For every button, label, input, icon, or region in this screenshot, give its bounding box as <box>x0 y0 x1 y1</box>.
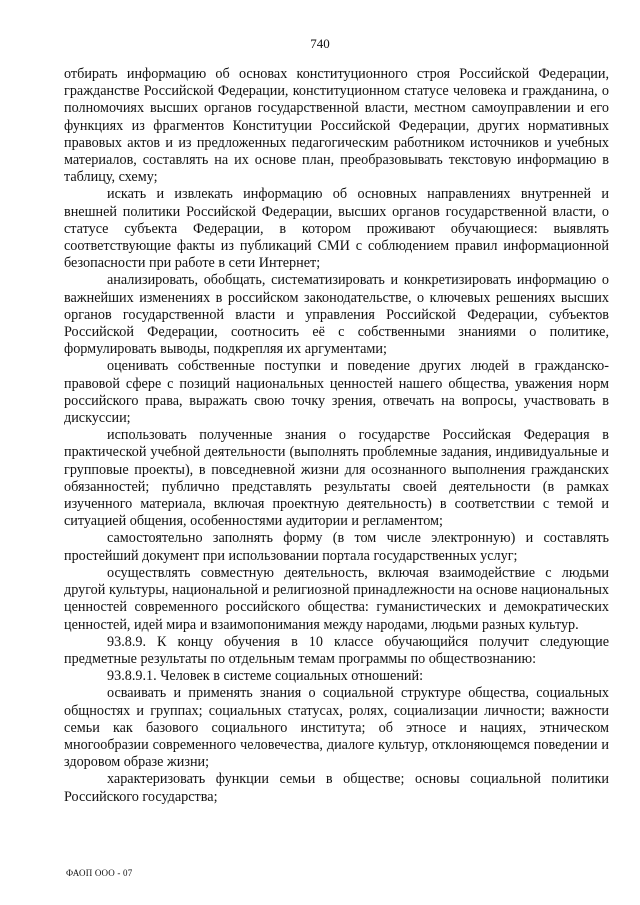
paragraph: 93.8.9. К концу обучения в 10 классе обучающийся получит следующие предметные результаты по отдельным темам программы по обществознанию: <box>64 633 609 667</box>
page-number: 740 <box>310 36 330 51</box>
paragraph: осваивать и применять знания о социальной структуре общества, социальных общностях и группах; социальных статусах, ролях, социализации личности; важности семьи как базового социального института; об этносе и нациях, этническом многообразии современного человечества, диалоге культур, отклоняющемся поведении и здоровом образе жизни; <box>64 685 609 771</box>
footer-label: ФАОП ООО - 07 <box>66 868 133 878</box>
paragraph: отбирать информацию об основах конституционного строя Российской Федерации, гражданстве Российской Федерации, конституционном статусе человека и гражданина, о полномочиях высших органов государственной власти, местном самоуправлении и его функциях из фрагментов Конституции Российской Федерации, других нормативных правовых актов и из предложенных педагогическим работником источников и учебных материалов, составлять на их основе план, преобразовывать текстовую информацию в таблицу, схему; <box>64 66 609 186</box>
paragraph: искать и извлекать информацию об основных направлениях внутренней и внешней политики Российской Федерации, высших органов государственной власти, о статусе субъекта Федерации, в котором проживают обучающиеся: выявлять соответствующие факты из публикаций СМИ с соблюдением правил информационной безопасности при работе в сети Интернет; <box>64 186 609 272</box>
paragraph: осуществлять совместную деятельность, включая взаимодействие с людьми другой культуры, национальной и религиозной принадлежности на основе национальных ценностей современного российского общества: гуманистических и демократических ценностей, идей мира и взаимопонимания между народами, людьми разных культур. <box>64 564 609 633</box>
paragraph: использовать полученные знания о государстве Российская Федерация в практической учебной деятельности (выполнять проблемные задания, индивидуальные и групповые проекты), в повседневной жизни для осознанного выполнения гражданских обязанностей; публично представлять результаты своей деятельности (в рамках изученного материала, включая проектную деятельность) в соответствии с темой и ситуацией общения, особенностями аудитории и регламентом; <box>64 427 609 530</box>
paragraph: оценивать собственные поступки и поведение других людей в гражданско-правовой сфере с позиций национальных ценностей нашего общества, уважения норм российского права, выражать свою точку зрения, отвечать на вопросы, участвовать в дискуссии; <box>64 358 609 427</box>
paragraph: 93.8.9.1. Человек в системе социальных отношений: <box>107 668 424 685</box>
paragraph: анализировать, обобщать, систематизировать и конкретизировать информацию о важнейших изменениях в российском законодательстве, о ключевых решениях высших органов государственной власти и управления Российской Федерации, субъектов Российской Федерации, соотносить её с собственными знаниями о политике, формулировать выводы, подкрепляя их аргументами; <box>64 272 609 358</box>
paragraph: характеризовать функции семьи в обществе; основы социальной политики Российского государства; <box>64 771 609 805</box>
paragraph: самостоятельно заполнять форму (в том числе электронную) и составлять простейший документ при использовании портала государственных услуг; <box>64 530 609 564</box>
document-body <box>64 66 609 806</box>
